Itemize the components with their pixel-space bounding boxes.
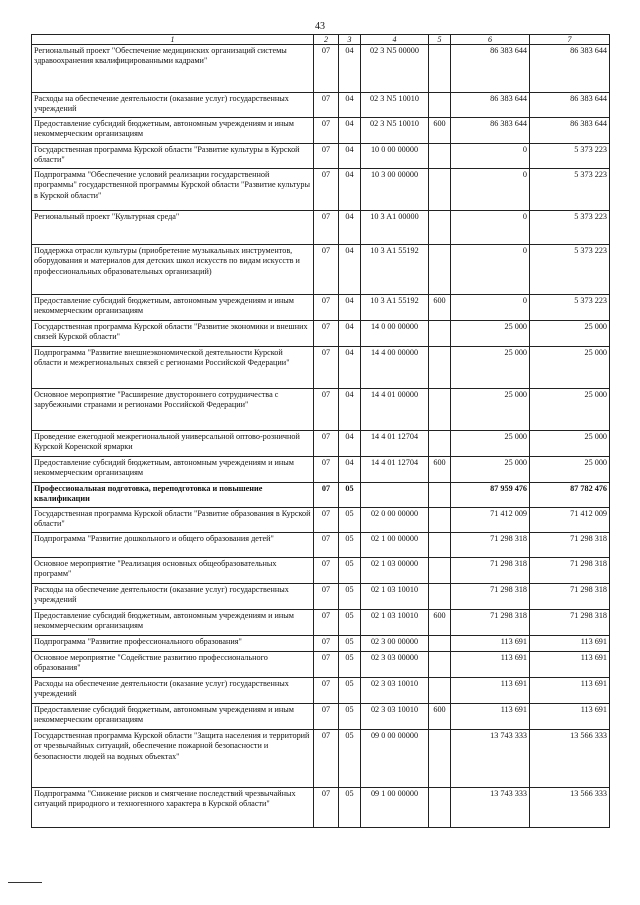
cell-amount-year1: 86 383 644 [451,118,530,144]
cell-expense-type [429,483,451,508]
cell-name: Предоставление субсидий бюджетным, автономным учреждениям и иным некоммерческим организациям [32,457,314,483]
cell-target-article: 02 3 00 00000 [361,636,429,652]
cell-amount-year2: 71 298 318 [530,610,610,636]
cell-amount-year2: 71 412 009 [530,508,610,533]
cell-amount-year1: 13 743 333 [451,730,530,788]
cell-target-article: 02 1 03 10010 [361,584,429,610]
cell-subsection: 04 [339,211,361,245]
cell-expense-type [429,533,451,558]
cell-name: Предоставление субсидий бюджетным, автономным учреждениям и иным некоммерческим организациям [32,295,314,321]
cell-subsection: 05 [339,584,361,610]
table-row [32,389,610,431]
cell-name: Основное мероприятие "Расширение двустороннего сотрудничества с зарубежными странами и регионами Российской Федерации" [32,389,314,431]
cell-amount-year2: 87 782 476 [530,483,610,508]
cell-target-article: 10 3 00 00000 [361,169,429,211]
cell-section: 07 [314,295,339,321]
cell-amount-year2: 113 691 [530,652,610,678]
table-row [32,636,610,652]
table-row [32,704,610,730]
cell-amount-year1: 71 298 318 [451,584,530,610]
cell-amount-year1: 71 412 009 [451,508,530,533]
cell-subsection: 04 [339,169,361,211]
cell-amount-year2: 25 000 [530,431,610,457]
cell-name: Подпрограмма "Обеспечение условий реализации государственной программы" государственной программы Курской области "Развитие культуры в Курской области" [32,169,314,211]
cell-subsection: 04 [339,118,361,144]
cell-amount-year2: 5 373 223 [530,211,610,245]
cell-name: Государственная программа Курской области "Защита населения и территорий от чрезвычайных ситуаций, обеспечение пожарной безопасности и безопасности людей на водных объектах" [32,730,314,788]
cell-target-article: 14 4 01 00000 [361,389,429,431]
cell-amount-year2: 71 298 318 [530,533,610,558]
cell-name: Основное мероприятие "Содействие развитию профессионального образования" [32,652,314,678]
cell-amount-year2: 5 373 223 [530,245,610,295]
cell-name: Подпрограмма "Развитие дошкольного и общего образования детей" [32,533,314,558]
cell-subsection: 05 [339,652,361,678]
cell-name: Государственная программа Курской области "Развитие экономики и внешних связей Курской области" [32,321,314,347]
page-number: 43 [315,21,325,32]
cell-name: Региональный проект "Обеспечение медицинских организаций системы здравоохранения квалифицированными кадрами" [32,45,314,93]
cell-subsection: 04 [339,245,361,295]
cell-amount-year2: 25 000 [530,389,610,431]
table-row [32,295,610,321]
cell-target-article: 02 1 03 00000 [361,558,429,584]
cell-subsection: 05 [339,730,361,788]
cell-section: 07 [314,431,339,457]
cell-name: Подпрограмма "Снижение рисков и смягчение последствий чрезвычайных ситуаций природного и техногенного характера в Курской области" [32,788,314,828]
table-row [32,483,610,508]
cell-amount-year2: 13 566 333 [530,730,610,788]
cell-expense-type [429,389,451,431]
cell-amount-year2: 86 383 644 [530,93,610,118]
cell-expense-type: 600 [429,457,451,483]
cell-section: 07 [314,652,339,678]
cell-target-article: 14 0 00 00000 [361,321,429,347]
table-row [32,788,610,828]
cell-target-article: 02 3 N5 00000 [361,45,429,93]
cell-section: 07 [314,558,339,584]
cell-section: 07 [314,483,339,508]
cell-amount-year1: 87 959 476 [451,483,530,508]
cell-section: 07 [314,389,339,431]
cell-subsection: 05 [339,508,361,533]
table-row [32,584,610,610]
cell-expense-type [429,169,451,211]
cell-subsection: 04 [339,347,361,389]
table-row [32,144,610,169]
cell-section: 07 [314,347,339,389]
header-row [32,35,610,45]
cell-name: Проведение ежегодной межрегиональной универсальной оптово-розничной Курской Коренской ярмарки [32,431,314,457]
header-cell-4: 4 [361,35,429,45]
cell-expense-type: 600 [429,118,451,144]
cell-subsection: 04 [339,431,361,457]
cell-name: Предоставление субсидий бюджетным, автономным учреждениям и иным некоммерческим организациям [32,704,314,730]
cell-amount-year1: 113 691 [451,636,530,652]
cell-target-article: 14 4 01 12704 [361,457,429,483]
cell-expense-type [429,245,451,295]
table-row [32,93,610,118]
table-row [32,245,610,295]
table-row [32,169,610,211]
cell-subsection: 04 [339,45,361,93]
cell-expense-type [429,45,451,93]
cell-target-article: 14 4 00 00000 [361,347,429,389]
cell-expense-type: 600 [429,295,451,321]
cell-amount-year1: 0 [451,295,530,321]
table-row [32,211,610,245]
cell-amount-year2: 71 298 318 [530,584,610,610]
cell-name: Подпрограмма "Развитие профессионального образования" [32,636,314,652]
cell-section: 07 [314,610,339,636]
cell-amount-year2: 86 383 644 [530,118,610,144]
cell-amount-year1: 0 [451,169,530,211]
header-cell-2: 2 [314,35,339,45]
cell-name: Поддержка отрасли культуры (приобретение музыкальных инструментов, оборудования и материалов для детских школ искусств по видам искусств и профессиональных образовательных организаций) [32,245,314,295]
cell-amount-year2: 113 691 [530,704,610,730]
cell-target-article: 02 1 03 10010 [361,610,429,636]
table-body [32,45,610,828]
cell-amount-year1: 13 743 333 [451,788,530,828]
cell-subsection: 05 [339,610,361,636]
cell-target-article: 10 3 A1 00000 [361,211,429,245]
cell-target-article: 02 3 03 10010 [361,704,429,730]
cell-subsection: 04 [339,144,361,169]
cell-amount-year1: 25 000 [451,347,530,389]
cell-amount-year2: 25 000 [530,347,610,389]
cell-amount-year1: 113 691 [451,704,530,730]
cell-section: 07 [314,169,339,211]
cell-expense-type: 600 [429,610,451,636]
header-cell-1: 1 [32,35,314,45]
cell-amount-year2: 71 298 318 [530,558,610,584]
cell-amount-year1: 86 383 644 [451,93,530,118]
cell-section: 07 [314,508,339,533]
cell-amount-year1: 25 000 [451,431,530,457]
cell-expense-type [429,788,451,828]
cell-amount-year2: 5 373 223 [530,169,610,211]
cell-target-article: 10 3 A1 55192 [361,245,429,295]
cell-section: 07 [314,457,339,483]
cell-name: Подпрограмма "Развитие внешнеэкономической деятельности Курской области и межрегиональных связей с регионами Российской Федерации" [32,347,314,389]
cell-amount-year1: 113 691 [451,652,530,678]
header-cell-5: 5 [429,35,451,45]
table-row [32,678,610,704]
table-row [32,508,610,533]
cell-amount-year2: 5 373 223 [530,295,610,321]
cell-amount-year2: 113 691 [530,678,610,704]
cell-amount-year1: 71 298 318 [451,533,530,558]
header-cell-6: 6 [451,35,530,45]
cell-subsection: 05 [339,558,361,584]
cell-subsection: 04 [339,321,361,347]
budget-table [31,34,610,828]
cell-expense-type: 600 [429,704,451,730]
cell-name: Расходы на обеспечение деятельности (оказание услуг) государственных учреждений [32,678,314,704]
cell-amount-year1: 25 000 [451,389,530,431]
cell-amount-year1: 71 298 318 [451,558,530,584]
table-row [32,558,610,584]
cell-subsection: 04 [339,93,361,118]
table-row [32,730,610,788]
cell-target-article: 02 3 N5 10010 [361,118,429,144]
cell-expense-type [429,652,451,678]
cell-expense-type [429,321,451,347]
cell-expense-type [429,144,451,169]
cell-target-article: 10 3 A1 55192 [361,295,429,321]
cell-expense-type [429,558,451,584]
cell-name: Региональный проект "Культурная среда" [32,211,314,245]
cell-expense-type [429,636,451,652]
cell-amount-year2: 86 383 644 [530,45,610,93]
cell-amount-year2: 113 691 [530,636,610,652]
cell-amount-year1: 113 691 [451,678,530,704]
cell-expense-type [429,431,451,457]
cell-subsection: 04 [339,389,361,431]
cell-amount-year2: 25 000 [530,457,610,483]
cell-name: Государственная программа Курской области "Развитие культуры в Курской области" [32,144,314,169]
table-row [32,533,610,558]
cell-target-article: 02 0 00 00000 [361,508,429,533]
cell-target-article: 02 3 N5 10010 [361,93,429,118]
cell-expense-type [429,211,451,245]
cell-amount-year2: 25 000 [530,321,610,347]
cell-amount-year1: 0 [451,245,530,295]
cell-subsection: 04 [339,457,361,483]
cell-name: Профессиональная подготовка, переподготовка и повышение квалификации [32,483,314,508]
cell-subsection: 05 [339,483,361,508]
cell-target-article [361,483,429,508]
header-cell-7: 7 [530,35,610,45]
table-row [32,347,610,389]
cell-amount-year1: 86 383 644 [451,45,530,93]
table-row [32,457,610,483]
cell-expense-type [429,347,451,389]
cell-amount-year2: 13 566 333 [530,788,610,828]
table-row [32,652,610,678]
cell-amount-year1: 71 298 318 [451,610,530,636]
cell-amount-year2: 5 373 223 [530,144,610,169]
table-row [32,431,610,457]
cell-amount-year1: 25 000 [451,321,530,347]
cell-name: Расходы на обеспечение деятельности (оказание услуг) государственных учреждений [32,584,314,610]
cell-section: 07 [314,45,339,93]
cell-name: Расходы на обеспечение деятельности (оказание услуг) государственных учреждений [32,93,314,118]
cell-name: Предоставление субсидий бюджетным, автономным учреждениям и иным некоммерческим организациям [32,610,314,636]
table-row [32,118,610,144]
cell-target-article: 02 1 00 00000 [361,533,429,558]
cell-section: 07 [314,211,339,245]
cell-name: Предоставление субсидий бюджетным, автономным учреждениям и иным некоммерческим организациям [32,118,314,144]
cell-section: 07 [314,636,339,652]
cell-section: 07 [314,118,339,144]
cell-target-article: 09 0 00 00000 [361,730,429,788]
cell-section: 07 [314,144,339,169]
cell-name: Государственная программа Курской области "Развитие образования в Курской области" [32,508,314,533]
cell-subsection: 04 [339,295,361,321]
cell-section: 07 [314,93,339,118]
cell-section: 07 [314,321,339,347]
header-cell-3: 3 [339,35,361,45]
cell-name: Основное мероприятие "Реализация основных общеобразовательных программ" [32,558,314,584]
cell-target-article: 02 3 03 10010 [361,678,429,704]
cell-section: 07 [314,245,339,295]
cell-amount-year1: 25 000 [451,457,530,483]
cell-expense-type [429,584,451,610]
cell-target-article: 02 3 03 00000 [361,652,429,678]
cell-amount-year1: 0 [451,211,530,245]
table-row [32,45,610,93]
table-row [32,610,610,636]
cell-target-article: 10 0 00 00000 [361,144,429,169]
cell-expense-type [429,730,451,788]
cell-target-article: 14 4 01 12704 [361,431,429,457]
cell-subsection: 05 [339,788,361,828]
cell-subsection: 05 [339,636,361,652]
footnote-divider [8,882,42,883]
cell-section: 07 [314,533,339,558]
cell-subsection: 05 [339,533,361,558]
table-row [32,321,610,347]
cell-section: 07 [314,678,339,704]
cell-subsection: 05 [339,704,361,730]
cell-target-article: 09 1 00 00000 [361,788,429,828]
cell-amount-year1: 0 [451,144,530,169]
cell-expense-type [429,93,451,118]
cell-section: 07 [314,704,339,730]
cell-section: 07 [314,788,339,828]
cell-section: 07 [314,584,339,610]
cell-expense-type [429,508,451,533]
cell-subsection: 05 [339,678,361,704]
cell-section: 07 [314,730,339,788]
cell-expense-type [429,678,451,704]
